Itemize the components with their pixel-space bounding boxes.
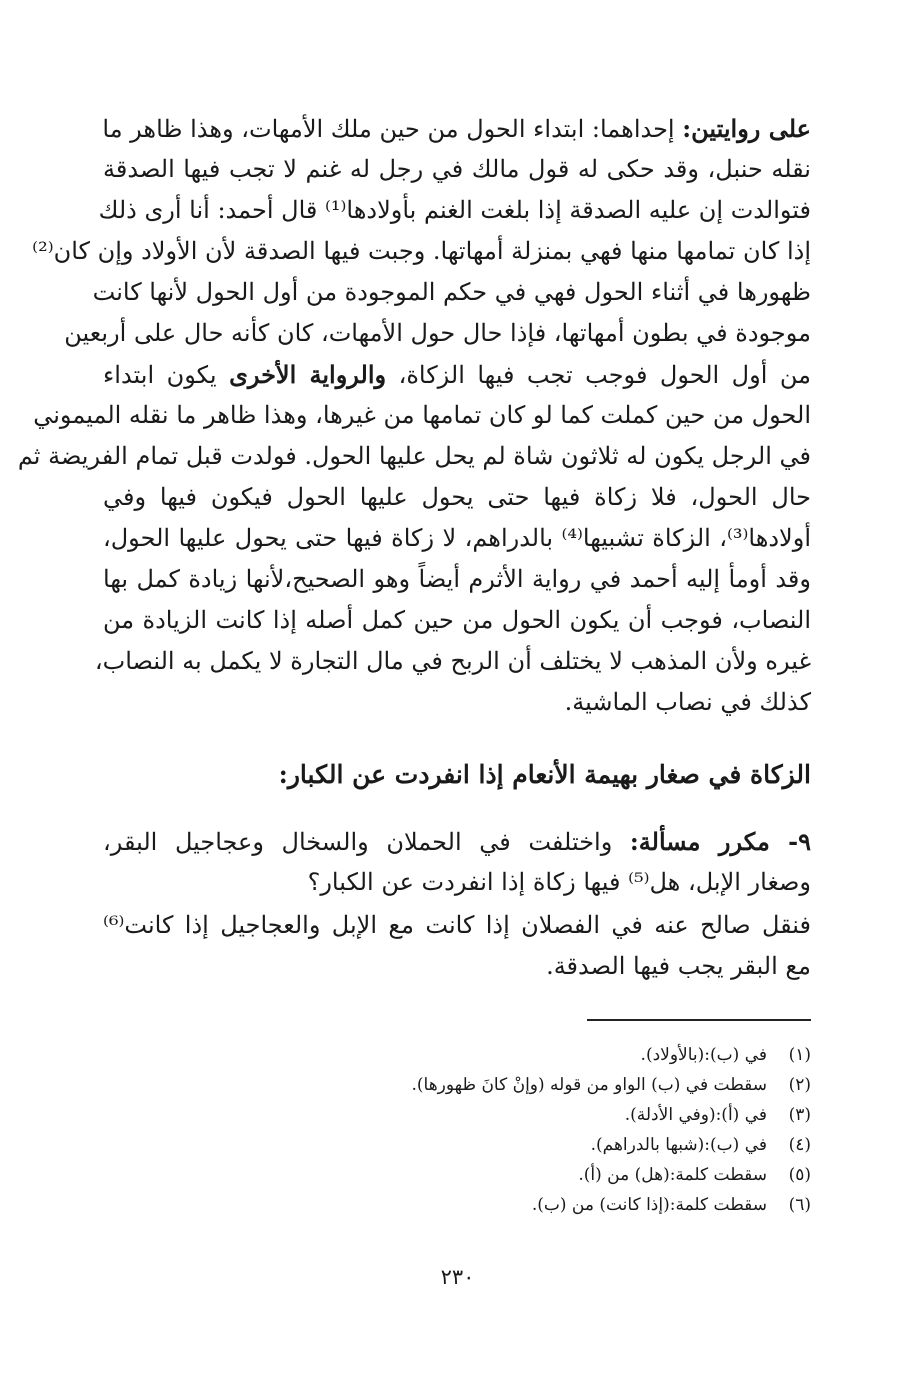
- text-line: وقد أومأ إليه أحمد في رواية الأثرم أيضاً وهو الصحيح،لأنها زيادة كمل بها: [103, 565, 811, 593]
- text-line: [103, 821, 811, 862]
- text-line: حال الحول، فلا زكاة فيها حتى يحول عليها الحول فيكون فيها وفي: [103, 483, 811, 511]
- section-heading: الزكاة في صغار بهيمة الأنعام إذا انفردت عن الكبار:: [278, 760, 811, 789]
- footnote: [391, 1130, 811, 1160]
- footnote: [391, 1070, 811, 1100]
- footnote-text: سقطت كلمة:(هل) من (أ).: [578, 1165, 767, 1185]
- text-line: كذلك في نصاب الماشية.: [564, 688, 811, 716]
- footnote: [391, 1160, 811, 1190]
- main-text: [17, 108, 811, 987]
- text-span: يكون ابتداء: [103, 361, 230, 389]
- text-span: من أول الحول فوجب تجب فيها الزكاة،: [386, 361, 811, 389]
- text-line: أولادها⁽³⁾، الزكاة تشبيها⁽⁴⁾ بالدراهم، لا زكاة فيها حتى يحول عليها الحول،: [103, 524, 811, 552]
- text-line: موجودة في بطون أمهاتها، فإذا حال حول الأمهات، كان كأنه حال على أربعين: [64, 319, 811, 347]
- footnotes: [391, 1040, 811, 1220]
- footnote-number: (١): [788, 1045, 811, 1065]
- text-line: وصغار الإبل، هل⁽⁵⁾ فيها زكاة إذا انفردت عن الكبار؟: [307, 868, 811, 896]
- text-line: فنقل صالح عنه في الفصلان إذا كانت مع الإبل والعجاجيل إذا كانت⁽⁶⁾: [103, 911, 811, 939]
- text-line: [103, 108, 811, 149]
- text-line: فتوالدت إن عليه الصدقة إذا بلغت الغنم بأولادها⁽¹⁾ قال أحمد: أنا أرى ذلك: [98, 196, 811, 224]
- footnote: [391, 1040, 811, 1070]
- footnote-text: سقطت في (ب) الواو من قوله (وإنْ كانَ ظهورها).: [411, 1075, 767, 1095]
- footnote-number: (٣): [788, 1105, 811, 1125]
- text-line: الحول من حين كملت كما لو كان تمامها من غيرها، وهذا ظاهر ما نقله الميموني: [33, 401, 811, 429]
- footnote-text: في (ب):(بالأولاد).: [640, 1045, 767, 1065]
- footnote-number: (٥): [788, 1165, 811, 1185]
- text-line: [103, 354, 811, 395]
- text-line: ظهورها في أثناء الحول فهي في حكم الموجودة من أول الحول لأنها كانت: [92, 278, 811, 306]
- footnote-text: سقطت كلمة:(إذا كانت) من (ب).: [531, 1195, 767, 1215]
- text-span: إحداهما: ابتداء الحول من حين ملك الأمهات، وهذا ظاهر ما: [102, 115, 683, 143]
- text-line: في الرجل يكون له ثلاثون شاة لم يحل عليها الحول. فولدت قبل تمام الفريضة ثم: [17, 442, 811, 470]
- text-line: النصاب، فوجب أن يكون الحول من حين كمل أصله إذا كانت الزيادة من: [103, 606, 811, 634]
- bold-phrase: والرواية الأخرى: [229, 360, 387, 389]
- text-line: نقله حنبل، وقد حكى له قول مالك في رجل له غنم لا تجب فيها الصدقة: [103, 155, 811, 183]
- footnote: [391, 1100, 811, 1130]
- footnote-number: (٢): [788, 1075, 811, 1095]
- issue-label: ٩- مكرر مسألة:: [629, 827, 811, 856]
- text-line: إذا كان تمامها منها فهي بمنزلة أمهاتها. وجبت فيها الصدقة لأن الأولاد وإن كان⁽²⁾: [32, 237, 811, 265]
- footnote-text: في (ب):(شبها بالدراهم).: [590, 1135, 767, 1155]
- text-span: واختلفت في الحملان والسخال وعجاجيل البقر،: [103, 828, 630, 856]
- footnote-number: (٦): [788, 1195, 811, 1215]
- footnote-divider: [587, 1019, 811, 1021]
- bold-lead: على روايتين:: [682, 114, 811, 143]
- footnote-number: (٤): [788, 1135, 811, 1155]
- page-number: ٢٣٠: [440, 1265, 475, 1289]
- footnote-text: في (أ):(وفي الأدلة).: [624, 1105, 767, 1125]
- footnote: [391, 1190, 811, 1220]
- text-line: مع البقر يجب فيها الصدقة.: [546, 952, 811, 980]
- text-line: غيره ولأن المذهب لا يختلف أن الربح في مال التجارة لا يكمل به النصاب،: [94, 647, 811, 675]
